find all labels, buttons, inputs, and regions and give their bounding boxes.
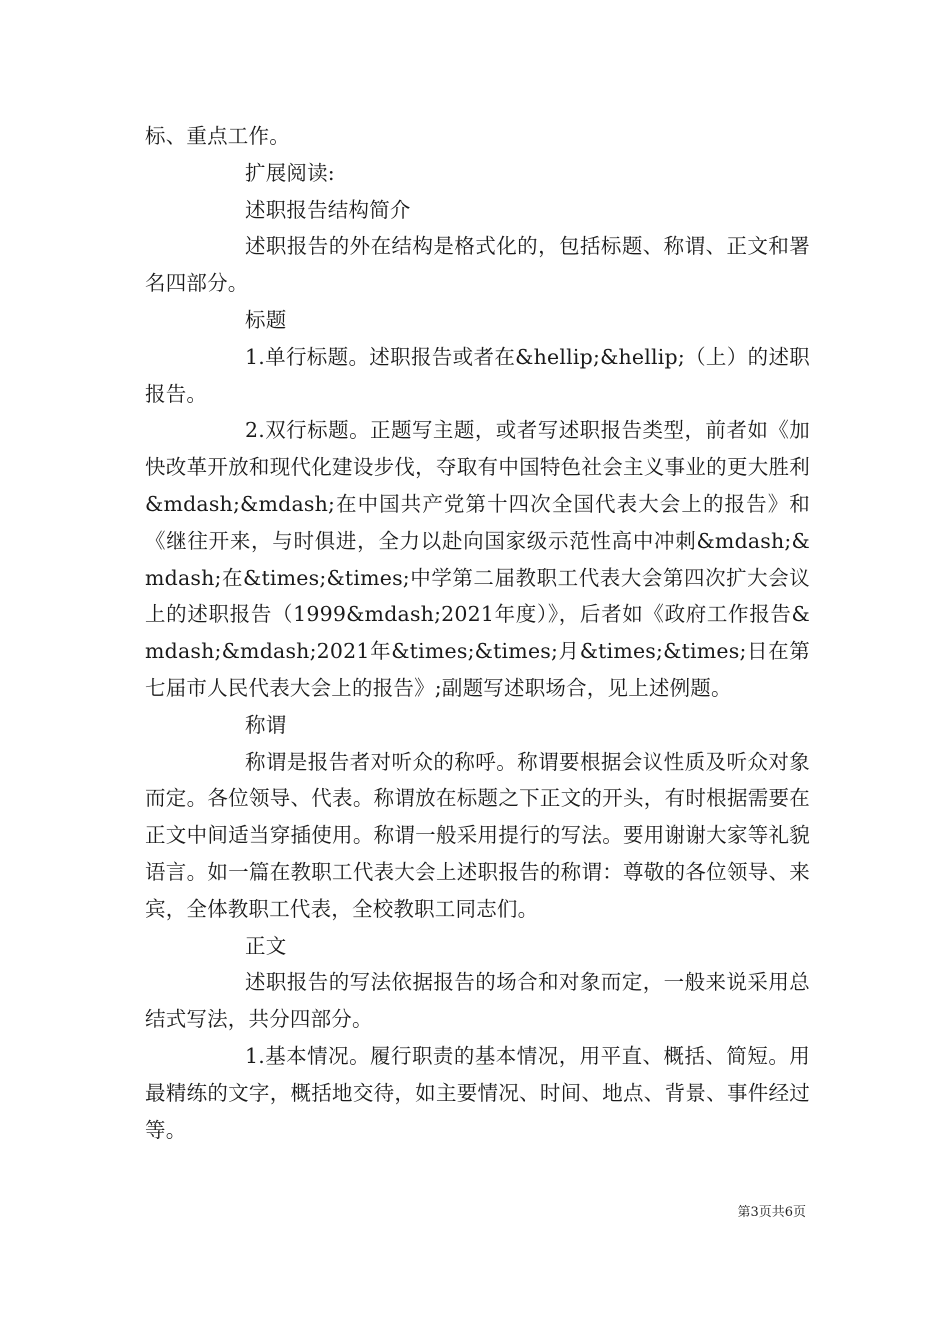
section-heading-salutation: 称谓 (245, 712, 287, 737)
paragraph-structure-intro: 述职报告的外在结构是格式化的，包括标题、称谓、正文和署名四部分。 (145, 234, 810, 296)
section-heading-structure: 述职报告结构简介 (245, 197, 411, 222)
document-body (145, 118, 810, 1148)
paragraph-single-title: 1.单行标题。述职报告或者在&hellip;&hellip;（上）的述职报告。 (145, 344, 810, 406)
page-number: 第3页共6页 (737, 1205, 806, 1220)
paragraph-salutation: 称谓是报告者对听众的称呼。称谓要根据会议性质及听众对象而定。各位领导、代表。称谓放在标题之下正文的开头，有时根据需要在正文中间适当穿插使用。称谓一般采用提行的写法。要用谢谢大家等礼貌语言。如一篇在教职工代表大会上述职报告的称谓：尊敬的各位领导、来宾，全体教职工代表，全校教职工同志们。 (145, 749, 810, 921)
paragraph-extended-reading: 扩展阅读: (245, 160, 335, 185)
paragraph-basic-situation: 1.基本情况。履行职责的基本情况，用平直、概括、简短。用最精练的文字，概括地交待，如主要情况、时间、地点、背景、事件经过等。 (145, 1043, 810, 1142)
section-heading-title: 标题 (245, 307, 287, 332)
paragraph-body-method: 述职报告的写法依据报告的场合和对象而定，一般来说采用总结式写法，共分四部分。 (145, 970, 810, 1032)
section-heading-body: 正文 (245, 933, 287, 958)
paragraph-continuation: 标、重点工作。 (145, 124, 290, 148)
paragraph-double-title: 2.双行标题。正题写主题，或者写述职报告类型，前者如《加快改革开放和现代化建设步伐，夺取有中国特色社会主义事业的更大胜利&mdash;&mdash;在中国共产党第十四次全国代表大会上的报告》和《继往开来，与时俱进，全力以赴向国家级示范性高中冲刺&mdash;&mdash;在&times;&times;中学第二届教职工代表大会第四次扩大会议上的述职报告（1999&mdash;2021年度）》，后者如《政府工作报告&mdash;&mdash;2021年&times;&times;月&times;&times;日在第七届市人民代表大会上的报告》;副题写述职场合，见上述例题。 (145, 418, 810, 700)
